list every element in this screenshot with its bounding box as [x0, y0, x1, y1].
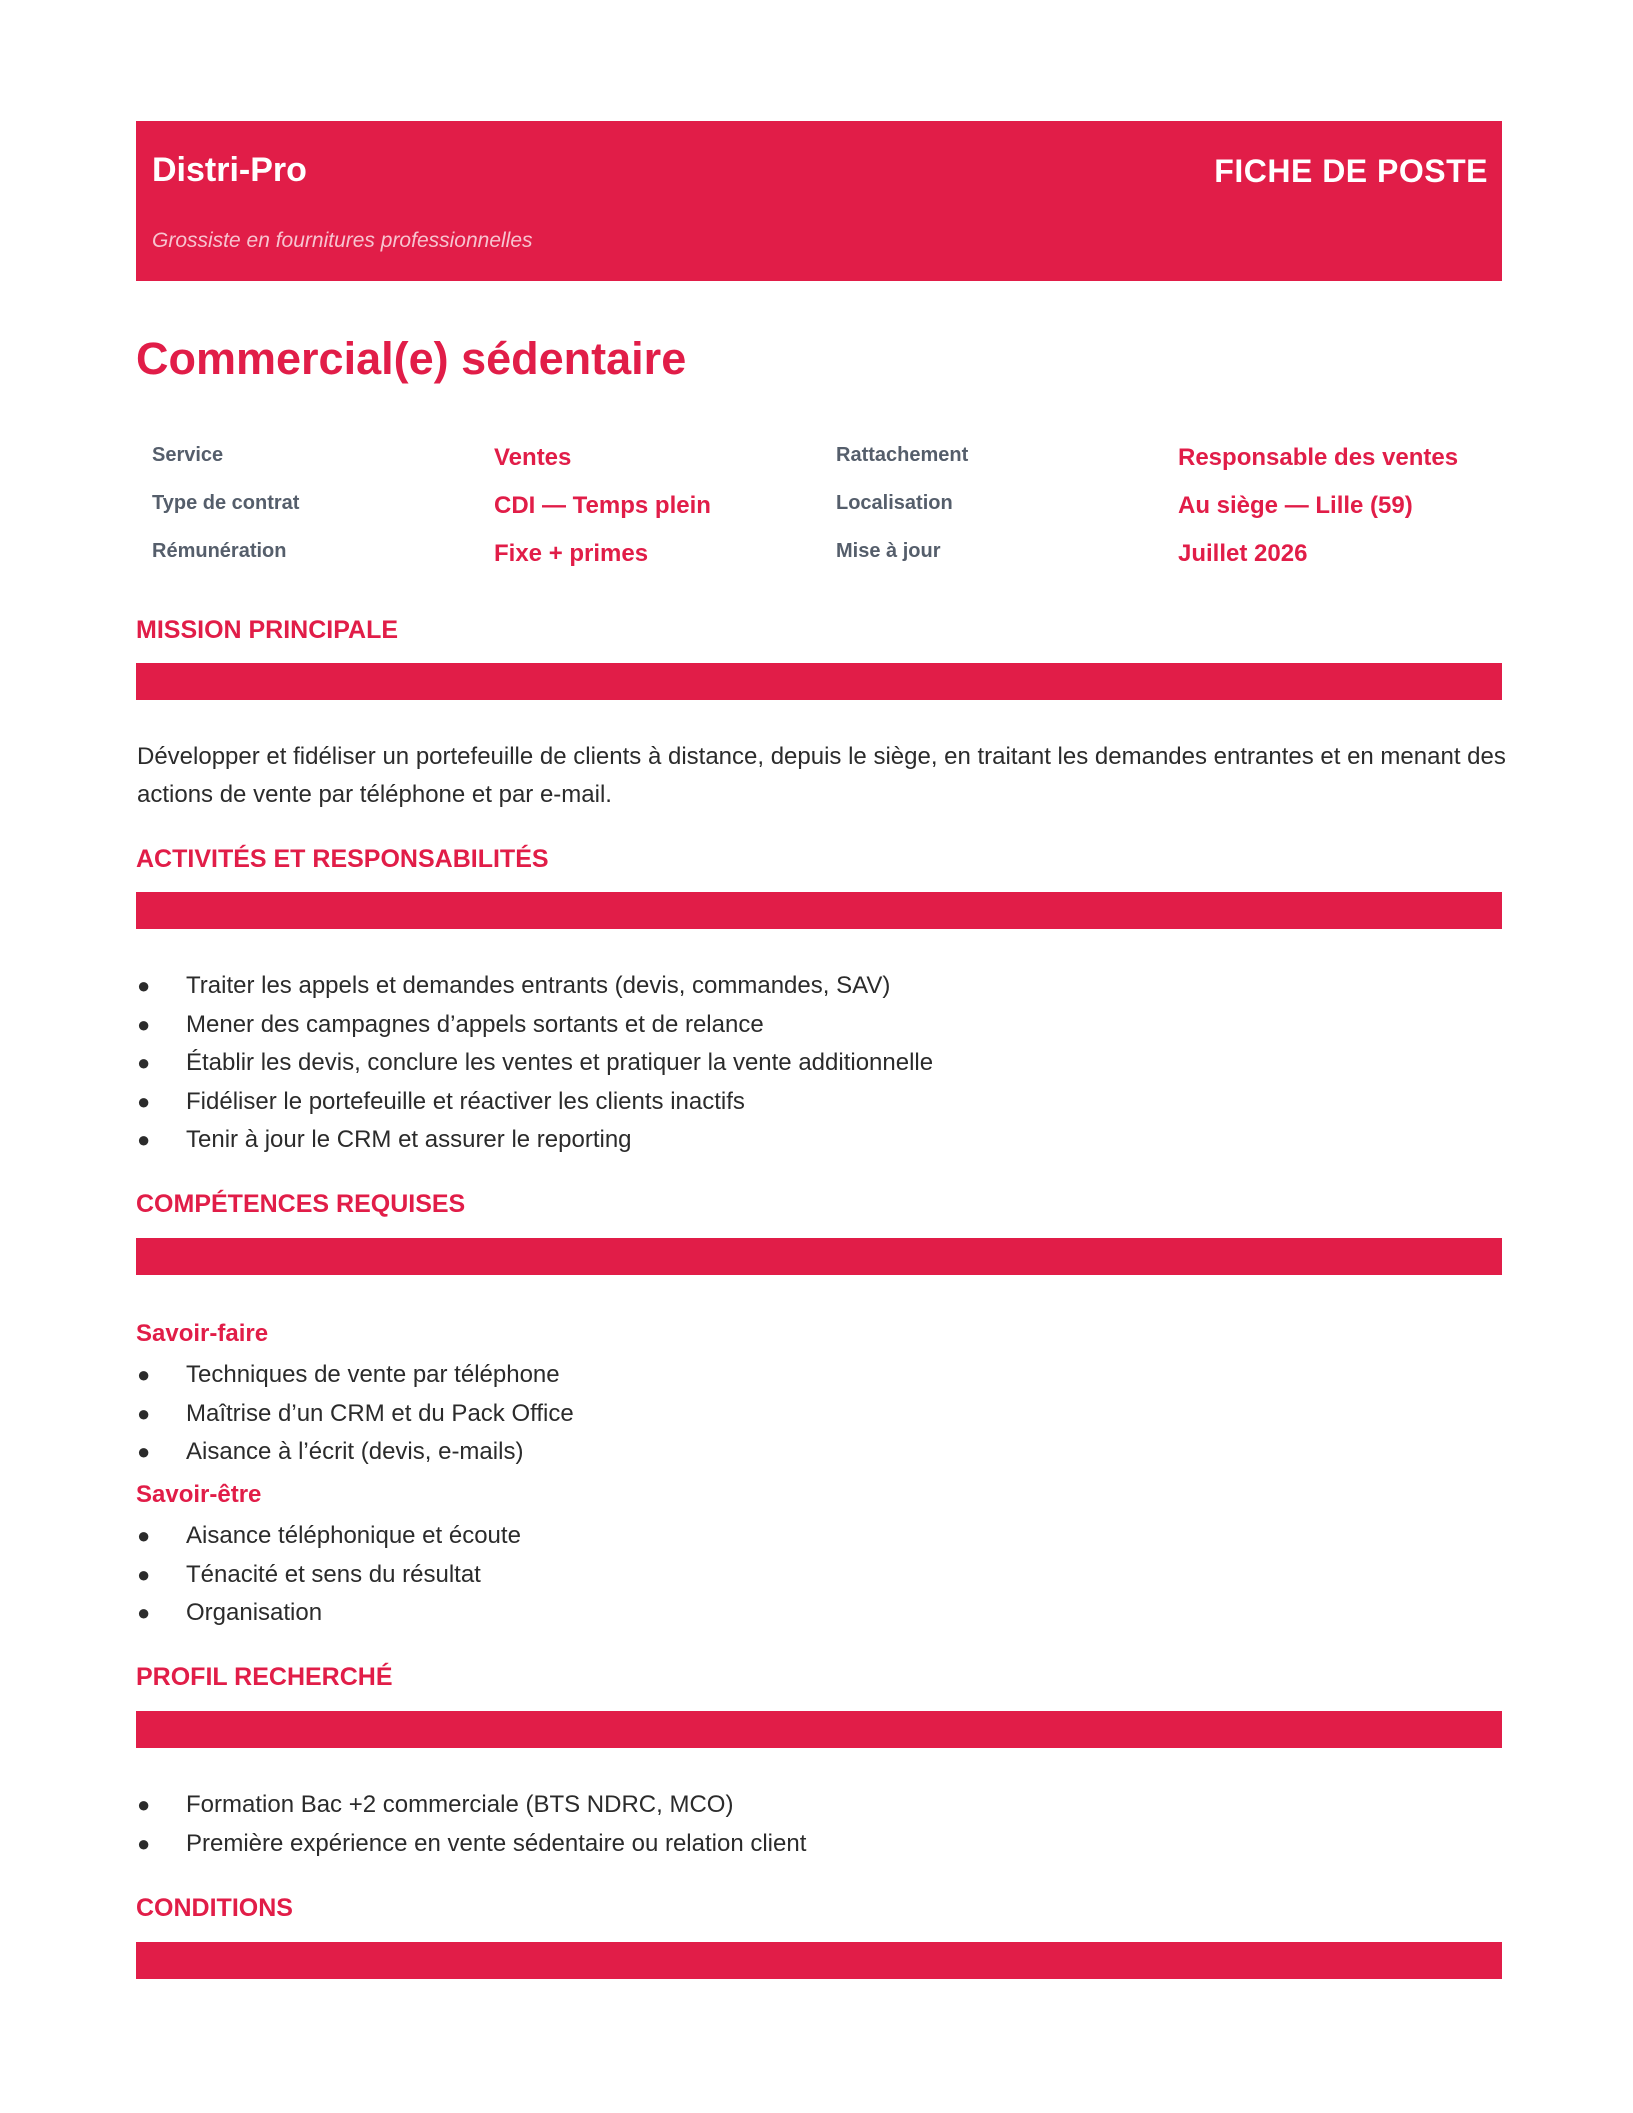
list-item: ● Établir les devis, conclure les ventes et pratiquer la vente additionnelle: [136, 1044, 1436, 1083]
section-title-activities: ACTIVITÉS ET RESPONSABILITÉS: [136, 845, 549, 873]
meta-value: CDI — Temps plein: [494, 492, 711, 519]
bullet-icon: ●: [137, 1362, 151, 1387]
list-item: ● Mener des campagnes d’appels sortants et de relance: [136, 1006, 1436, 1045]
list-item: ● Première expérience en vente sédentaire ou relation client: [136, 1825, 1436, 1864]
meta-label: Service: [152, 444, 224, 466]
bullet-icon: ●: [137, 1523, 151, 1548]
bullet-icon: ●: [137, 1088, 151, 1114]
profile-list: [136, 1786, 1436, 1863]
list-item: ● Formation Bac +2 commerciale (BTS NDRC, MCO): [136, 1786, 1436, 1825]
subsection-title-savoir-faire: Savoir-faire: [136, 1320, 269, 1347]
list-item: ● Aisance à l’écrit (devis, e-mails): [136, 1433, 1436, 1472]
meta-value: Fixe + primes: [494, 540, 649, 567]
meta-label: Rattachement: [836, 444, 969, 466]
section-divider: [136, 1942, 1502, 1979]
bullet-icon: ●: [137, 1439, 151, 1464]
list-item: ● Aisance téléphonique et écoute: [136, 1517, 1436, 1556]
bullet-icon: ●: [137, 973, 151, 998]
meta-value: Responsable des ventes: [1178, 444, 1459, 471]
list-item: ● Organisation: [136, 1594, 1436, 1633]
section-title-profile: PROFIL RECHERCHÉ: [136, 1663, 393, 1691]
list-item: ● Tenir à jour le CRM et assurer le reporting: [136, 1121, 1436, 1160]
meta-label: Mise à jour: [836, 540, 941, 562]
meta-value: Au siège — Lille (59): [1178, 492, 1413, 519]
meta-row: [136, 536, 1502, 584]
company-tagline: Grossiste en fournitures professionnelles: [152, 229, 533, 252]
job-title: Commercial(e) sédentaire: [136, 333, 687, 384]
list-item: ● Fidéliser le portefeuille et réactiver les clients inactifs: [136, 1083, 1436, 1122]
section-divider: [136, 1711, 1502, 1748]
section-divider: [136, 663, 1502, 700]
section-title-conditions: CONDITIONS: [136, 1894, 293, 1922]
header-banner: [136, 121, 1502, 281]
bullet-icon: ●: [137, 1400, 151, 1426]
bullet-icon: ●: [137, 1561, 151, 1587]
bullet-icon: ●: [137, 1830, 151, 1856]
bullet-icon: ●: [137, 1011, 151, 1037]
meta-value: Juillet 2026: [1178, 540, 1308, 567]
bullet-icon: ●: [137, 1050, 151, 1075]
savoir-etre-list: [136, 1517, 1436, 1633]
list-item: ● Maîtrise d’un CRM et du Pack Office: [136, 1395, 1436, 1434]
section-title-mission: MISSION PRINCIPALE: [136, 616, 399, 644]
list-item: ● Techniques de vente par téléphone: [136, 1356, 1436, 1395]
meta-label: Localisation: [836, 492, 953, 514]
savoir-faire-list: [136, 1356, 1436, 1472]
subsection-title-savoir-etre: Savoir-être: [136, 1481, 262, 1508]
list-item: ● Ténacité et sens du résultat: [136, 1556, 1436, 1595]
bullet-icon: ●: [137, 1792, 151, 1817]
bullet-icon: ●: [137, 1600, 151, 1625]
meta-label: Type de contrat: [152, 492, 300, 514]
company-name: Distri-Pro: [152, 151, 307, 189]
meta-value: Ventes: [494, 444, 572, 471]
mission-text: Développer et fidéliser un portefeuille de clients à distance, depuis le siège, en traitant les demandes entrantes et en menant des actions de vente par téléphone et par e-mail.: [137, 743, 1506, 808]
activities-list: [136, 967, 1436, 1160]
meta-row: [136, 488, 1502, 536]
section-divider: [136, 1238, 1502, 1275]
bullet-icon: ●: [137, 1127, 151, 1152]
meta-label: Rémunération: [152, 540, 287, 562]
section-divider: [136, 892, 1502, 929]
meta-row: [136, 440, 1502, 488]
section-title-skills: COMPÉTENCES REQUISES: [136, 1190, 466, 1218]
list-item: ● Traiter les appels et demandes entrants (devis, commandes, SAV): [136, 967, 1436, 1006]
job-meta-table: [136, 440, 1502, 584]
document-type: FICHE DE POSTE: [1214, 153, 1488, 189]
